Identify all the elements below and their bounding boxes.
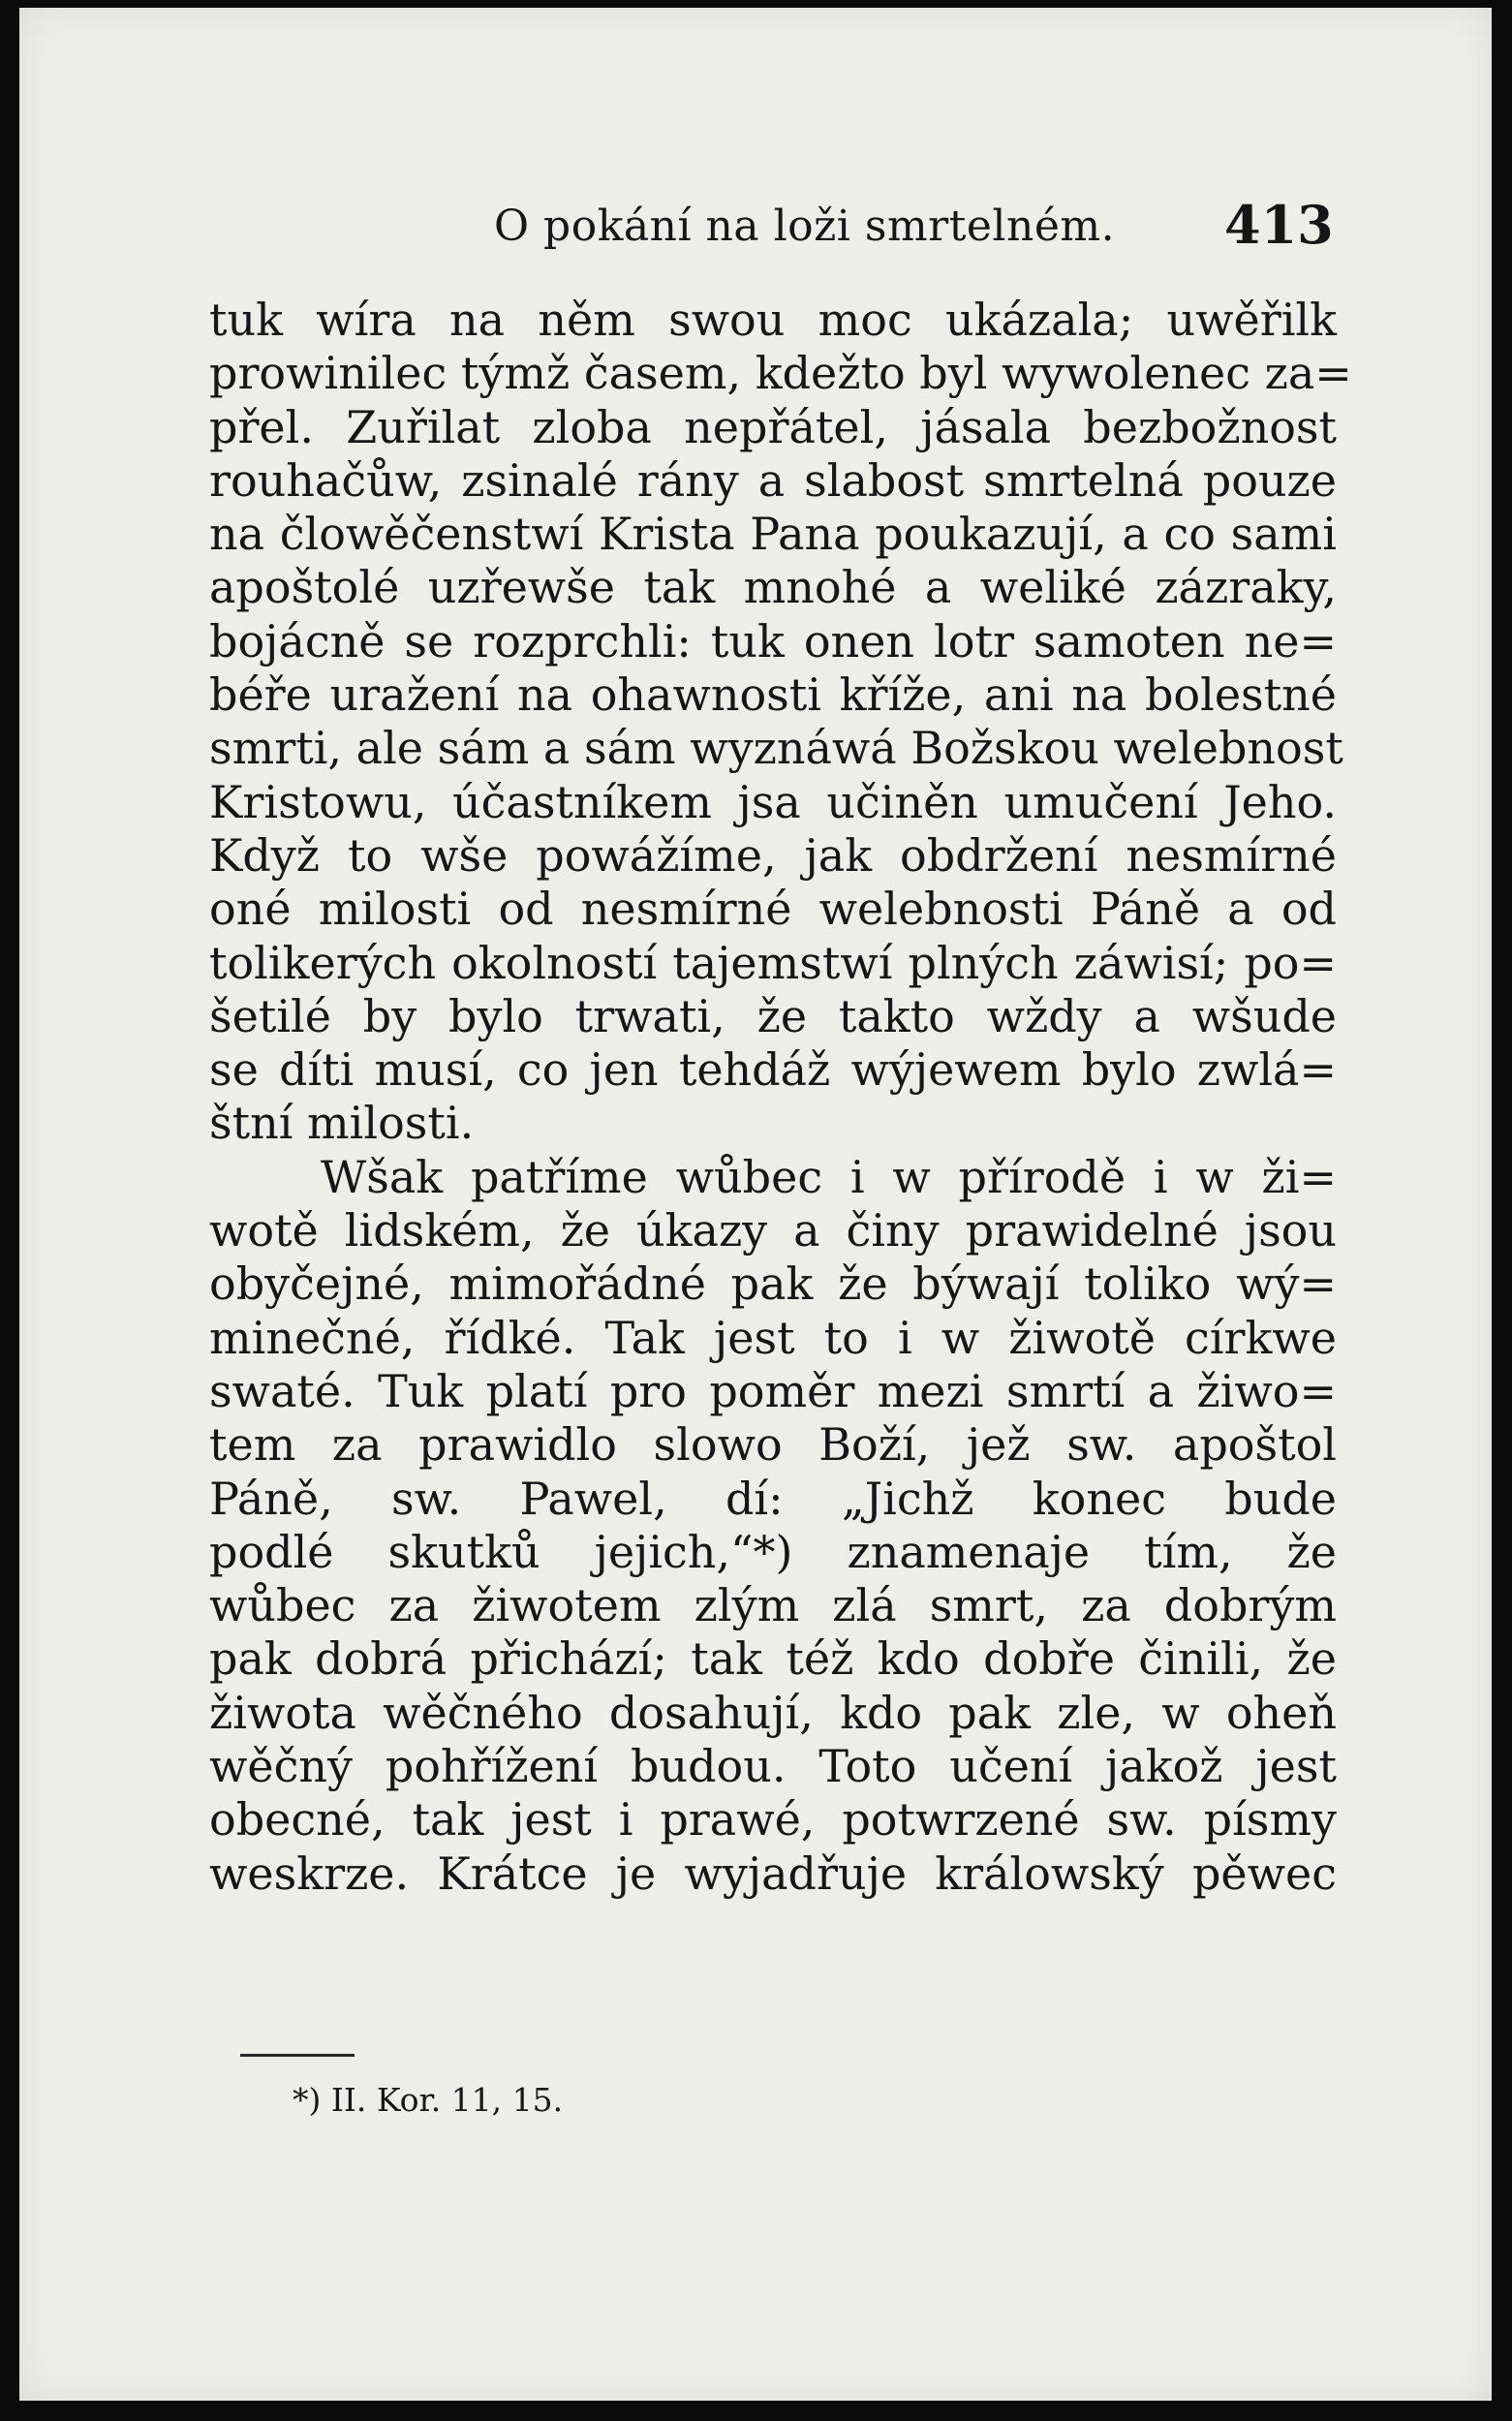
- text-line: Wšak patříme wůbec i w přírodě i w ži=: [321, 1150, 1337, 1203]
- text-line: pak dobrá přichází; tak též kdo dobře činili, že: [209, 1632, 1337, 1686]
- text-line: se díti musí, co jen tehdáž wýjewem bylo zwlá=: [209, 1043, 1337, 1097]
- text-line: Když to wše powážíme, jak obdržení nesmírné: [209, 828, 1337, 882]
- text-line: podlé skutků jejich,“*) znamenaje tím, že: [209, 1525, 1337, 1578]
- text-line: obyčejné, mimořádné pak že býwají toliko wý=: [209, 1257, 1337, 1311]
- text-line: wotě lidském, že úkazy a činy prawidelné jsou: [209, 1204, 1337, 1257]
- text-line: smrti, ale sám a sám wyznáwá Božskou welebnost: [209, 722, 1343, 775]
- text-line: přel. Zuřilat zloba nepřátel, jásala bezbožnost: [209, 400, 1337, 453]
- text-line: obecné, tak jest i prawé, potwrzené sw. písmy: [209, 1793, 1337, 1847]
- text-line: Páně, sw. Pawel, dí: „Jichž konec bude: [209, 1472, 1337, 1525]
- page-number: 413: [1224, 194, 1334, 256]
- text-line: štní milosti.: [209, 1097, 475, 1150]
- text-line: béře uražení na ohawnosti kříže, ani na bolestné: [209, 668, 1337, 722]
- body-text: [209, 294, 1352, 1901]
- text-line: oné milosti od nesmírné welebnosti Páně a od: [209, 883, 1337, 936]
- text-line: žiwota wěčného dosahují, kdo pak zle, w oheň: [209, 1686, 1337, 1739]
- text-line: na člowěčenstwí Krista Pana poukazují, a co sami: [209, 508, 1337, 561]
- book-page: [19, 8, 1492, 2401]
- page-header: [19, 194, 1492, 262]
- footnote-divider: [240, 2054, 355, 2057]
- text-line: wěčný pohřížení budou. Toto učení jakož jest: [209, 1740, 1337, 1793]
- footnote: *) II. Kor. 11, 15.: [293, 2081, 564, 2119]
- text-line: wůbec za žiwotem zlým zlá smrt, za dobrým: [209, 1579, 1337, 1632]
- text-line: tem za prawidlo slowo Boží, jež sw. apoštol: [209, 1418, 1337, 1472]
- text-line: apoštolé uzřewše tak mnohé a weliké zázraky,: [209, 561, 1337, 614]
- text-line: weskrze. Krátce je wyjadřuje králowský pěwec: [209, 1847, 1337, 1900]
- text-line: šetilé by bylo trwati, že takto wždy a wšude: [209, 989, 1337, 1042]
- text-line: tolikerých okolností tajemstwí plných záwisí; po=: [209, 936, 1337, 989]
- text-line: bojácně se rozprchli: tuk onen lotr samoten ne=: [209, 614, 1337, 667]
- text-line: Kristowu, účastníkem jsa učiněn umučení Jeho.: [209, 775, 1337, 828]
- running-title: O pokání na loži smrtelném.: [494, 202, 1116, 251]
- text-line: tuk wíra na něm swou moc ukázala; uwěřilk: [209, 294, 1337, 346]
- text-line: rouhačůw, zsinalé rány a slabost smrtelná pouze: [209, 453, 1337, 507]
- text-line: minečné, řídké. Tak jest to i w žiwotě církwe: [209, 1311, 1337, 1364]
- text-line: swaté. Tuk platí pro poměr mezi smrtí a žiwo=: [209, 1364, 1337, 1417]
- text-line: prowinilec týmž časem, kdežto byl wywolenec za=: [209, 347, 1352, 400]
